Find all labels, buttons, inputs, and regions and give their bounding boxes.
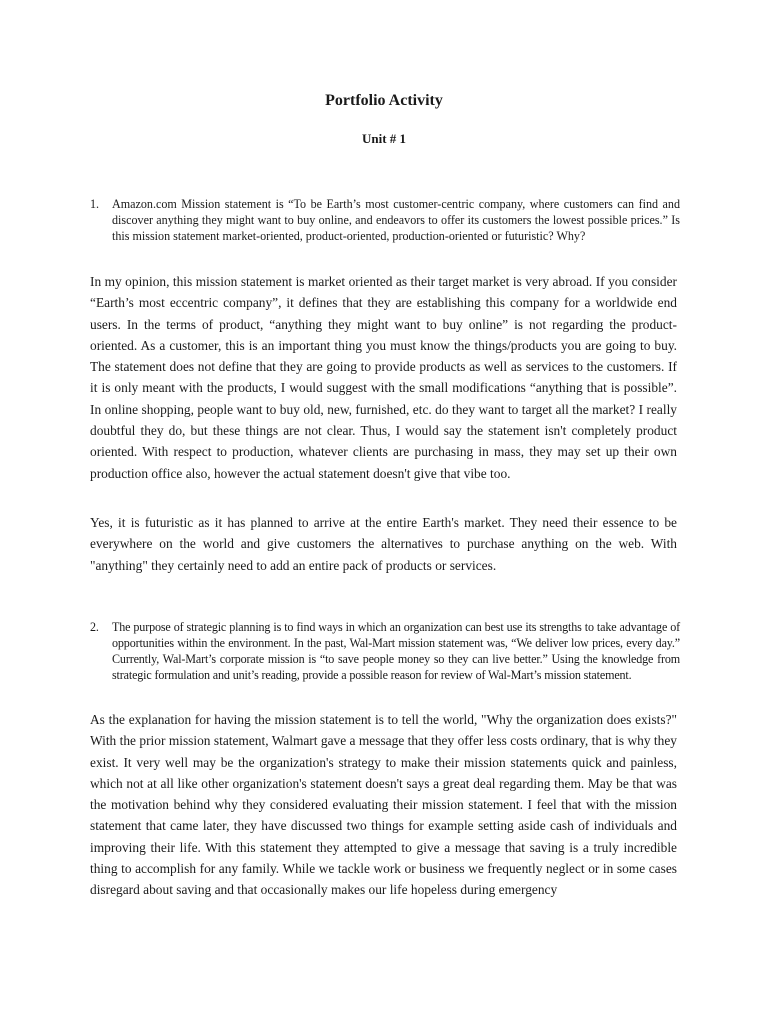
answer-1-paragraph-1: In my opinion, this mission statement is market oriented as their target market is very abroad. If you consider “Earth’s most eccentric company”, it defines that they are establishing this company for a worldwide end users. In the terms of product, “anything they might want to buy online” is not regarding the product-oriented. As a customer, this is an important thing you must know the things/products you are going to buy. The statement does not define that they are going to provide products as well as services to the customers. If it is only meant with the products, I would suggest with the small modifications “anything that is possible”. In online shopping, people want to buy old, new, furnished, etc. do they want to target all the market? I really doubtful they do, but these things are not clear. Thus, I would say the statement isn't completely product oriented. With respect to production, whatever clients are purchasing in mass, they may set up their own production office also, however the actual statement doesn't give that vibe too. — [90, 274, 677, 481]
answer-1-paragraph-2: Yes, it is futuristic as it has planned to arrive at the entire Earth's market. They need their essence to be everywhere on the world and give customers the alternatives to purchase anything on the web. With "anything" they certainly need to add an entire pack of products or services. — [90, 515, 677, 573]
unit-heading: Unit # 1 — [361, 131, 407, 146]
question-2-number: 2. — [90, 620, 99, 634]
question-1-number: 1. — [90, 197, 100, 211]
question-1-text: Amazon.com Mission statement is “To be Earth’s most customer-centric company, where customers can find and discover anything they might want to buy online, and endeavors to offer its customers the lowest possible prices.” Is this mission statement market-oriented, product-oriented, production-oriented or futuristic? Why? — [112, 197, 680, 243]
question-1 — [90, 196, 680, 244]
answer-2-paragraph-1: As the explanation for having the mission statement is to tell the world, "Why the organization does exists?" With the prior mission statement, Walmart gave a message that they offer less costs ordinary, that is why they exist. It very well may be the organization's strategy to make their mission statements quick and painless, which not at all like other organization's statement doesn't says a great deal regarding them. May be that was the motivation behind why they considered evaluating their mission statement. I feel that with the mission statement that came later, they have discussed two things for example setting aside cash of individuals and improving their life. With this statement they attempted to give a message that saving is a truly incredible thing to accomplish for any family. While we tackle work or business we frequently neglect or in some cases disregard about saving and that occasionally makes our life hopeless during emergency — [90, 712, 677, 898]
question-2 — [90, 619, 680, 683]
question-2-text: The purpose of strategic planning is to find ways in which an organization can best use its strengths to take advantage of opportunities within the environment. In the past, Wal-Mart mission statement was, “We deliver low prices, every day.” Currently, Wal-Mart’s corporate mission is “to save people money so they can live better.” Using the knowledge from strategic formulation and unit’s reading, provide a possible reason for review of Wal-Mart’s mission statement. — [112, 620, 680, 682]
page-title: Portfolio Activity — [325, 92, 443, 109]
